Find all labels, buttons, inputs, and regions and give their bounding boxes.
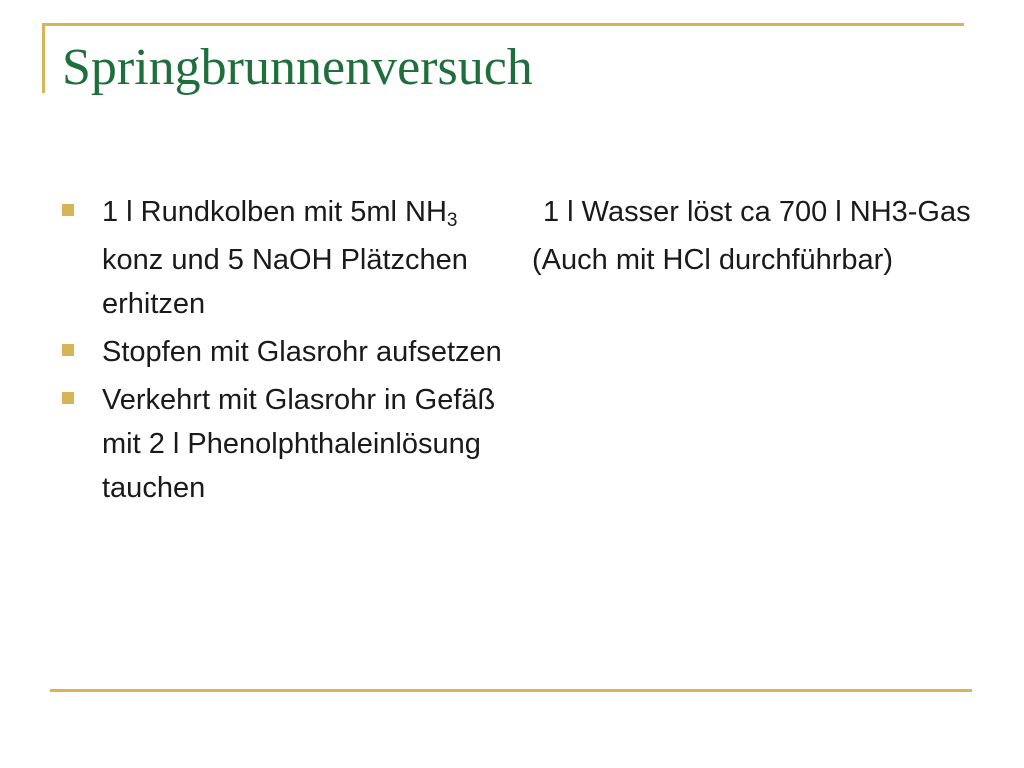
bullet-text: Stopfen mit Glasrohr aufsetzen xyxy=(102,336,502,368)
top-rule xyxy=(42,23,964,26)
right-paragraph: 1 l Wasser löst ca 700 l NH3-Gas xyxy=(543,196,971,228)
bullet-square-icon xyxy=(62,392,74,404)
right-paragraph: (Auch mit HCl durchführbar) xyxy=(532,244,893,276)
right-column xyxy=(532,190,982,286)
bullet-square-icon xyxy=(62,204,74,216)
bullet-list xyxy=(62,190,512,514)
bullet-square-icon xyxy=(62,344,74,356)
bullet-text xyxy=(102,190,512,326)
bullet-item xyxy=(62,330,512,374)
bullet-item xyxy=(62,190,512,326)
slide-title: Springbrunnenversuch xyxy=(62,39,533,96)
left-rule xyxy=(42,23,45,93)
bottom-rule xyxy=(50,689,972,692)
bullet-text-part: 1 l Rundkolben mit 5ml NH xyxy=(102,196,447,228)
subscript: 3 xyxy=(446,210,458,231)
bullet-text-part: konz und 5 NaOH Plätzchen erhitzen xyxy=(102,244,468,320)
bullet-text: Verkehrt mit Glasrohr in Gefäß mit 2 l Phenolphthaleinlösung tauchen xyxy=(102,384,496,504)
bullet-item xyxy=(62,378,512,510)
